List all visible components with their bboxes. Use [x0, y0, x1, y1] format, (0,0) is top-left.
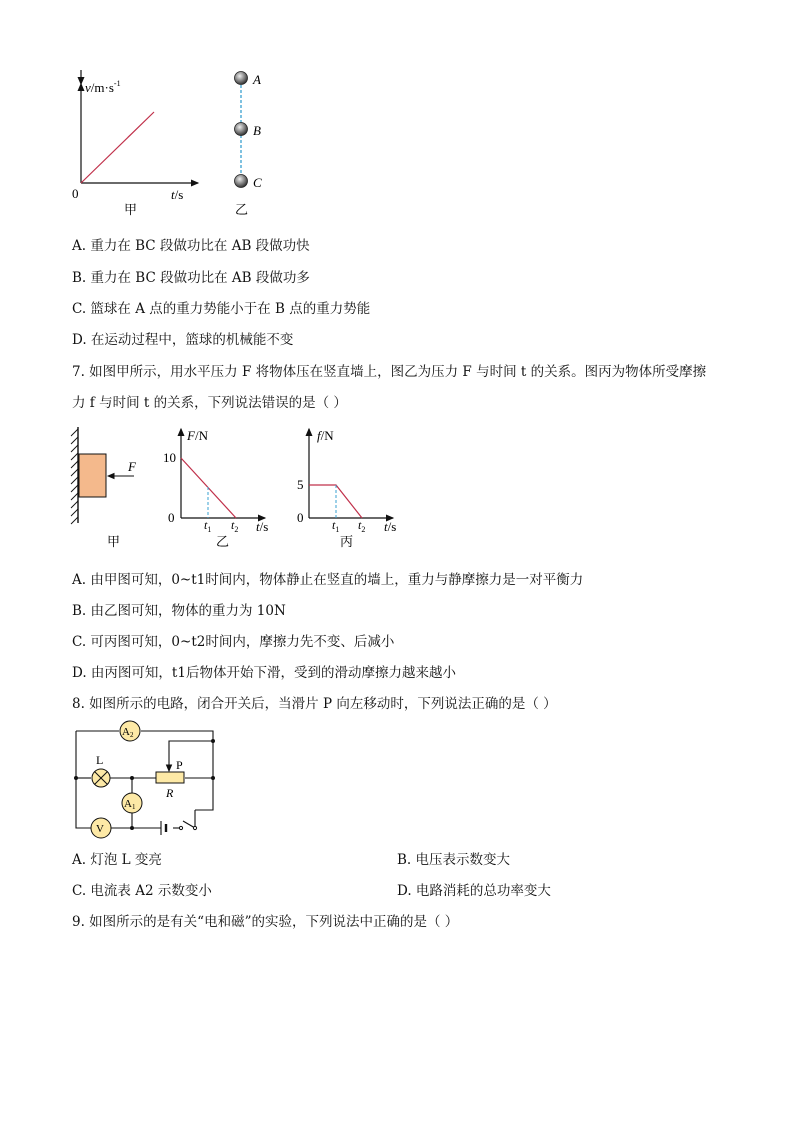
q7-option-c: C. 可丙图可知，0~t2时间内，摩擦力先不变、后减小 — [72, 634, 395, 650]
voltmeter-label: V — [96, 823, 104, 835]
y-axis-label: F/N — [187, 428, 208, 443]
rheostat — [156, 772, 184, 783]
switch-contact-2 — [179, 826, 182, 829]
velocity-line — [81, 112, 154, 183]
x-tick-t1: $t_1$ — [332, 518, 340, 534]
q7-option-a: A. 由甲图可知，0~t1时间内，物体静止在竖直的墙上，重力与静摩擦力是一对平衡力 — [72, 572, 584, 588]
figure-caption-yi: 乙 — [216, 534, 230, 549]
q6-option-a: A. 重力在 BC 段做功比在 AB 段做功快 — [72, 238, 310, 254]
origin-label: 0 — [72, 186, 79, 201]
point-label-c: C — [253, 175, 262, 190]
figure-caption-yi: 乙 — [235, 202, 249, 217]
y-tick-5: 5 — [297, 477, 304, 492]
ammeter-a1-label: A1 — [124, 798, 136, 811]
point-label-b: B — [253, 123, 261, 138]
figure-caption-jia: 甲 — [124, 202, 138, 217]
y-axis-label: $v/m\cdot s^{-1}$ — [85, 79, 121, 95]
ball-a — [235, 72, 248, 85]
q8-option-a: A. 灯泡 L 变亮 — [72, 852, 162, 868]
origin-label: 0 — [168, 510, 175, 525]
q7-friction-time-graph — [288, 425, 408, 553]
q7-stem-line-1: 7. 如图甲所示，用水平压力 F 将物体压在竖直墙上，图乙为压力 F 与时间 t 的关系。图丙为物体所受摩擦 — [72, 364, 707, 380]
point-label-a: A — [253, 72, 261, 87]
ball-c — [235, 175, 248, 188]
ball-b — [235, 123, 248, 136]
ammeter-a2-label: A2 — [122, 726, 134, 739]
q8-option-d: D. 电路消耗的总功率变大 — [397, 883, 551, 899]
figure-caption-jia: 甲 — [107, 534, 121, 549]
q6-velocity-time-graph — [60, 70, 210, 220]
wall-hatching — [71, 429, 78, 524]
q6-option-c: C. 篮球在 A 点的重力势能小于在 B 点的重力势能 — [72, 301, 371, 317]
block — [79, 454, 106, 497]
q7-option-b: B. 由乙图可知，物体的重力为 10N — [72, 603, 286, 619]
y-tick-10: 10 — [163, 450, 176, 465]
q7-force-time-graph — [160, 425, 280, 553]
force-label: F — [128, 459, 136, 474]
q9-stem: 9. 如图所示的是有关“电和磁”的实验，下列说法中正确的是（ ） — [72, 914, 459, 930]
switch-contact — [193, 826, 196, 829]
q7-wall-block-figure — [66, 425, 146, 553]
q6-falling-ball-figure — [228, 68, 288, 220]
x-tick-t1: $t_1$ — [204, 518, 212, 534]
x-axis-label: t/s — [384, 519, 397, 534]
y-axis-label: f/N — [317, 428, 334, 443]
x-tick-t2: $t_2$ — [231, 518, 239, 534]
q6-option-b: B. 重力在 BC 段做功比在 AB 段做功多 — [72, 270, 310, 286]
x-tick-t2: $t_2$ — [358, 518, 366, 534]
x-axis-label: t/s — [256, 519, 269, 534]
q8-option-c: C. 电流表 A2 示数变小 — [72, 883, 212, 899]
q8-option-b: B. 电压表示数变大 — [397, 852, 511, 868]
q7-option-d: D. 由丙图可知，t1后物体开始下滑，受到的滑动摩擦力越来越小 — [72, 665, 456, 681]
q7-stem-line-2: 力 f 与时间 t 的关系，下列说法错误的是（ ） — [72, 395, 347, 411]
figure-caption-bing: 丙 — [340, 534, 354, 549]
q6-option-d: D. 在运动过程中，篮球的机械能不变 — [72, 332, 294, 348]
battery — [161, 821, 166, 835]
rheostat-label: R — [166, 786, 174, 800]
x-axis-label: t/s — [171, 187, 184, 202]
q8-stem: 8. 如图所示的电路，闭合开关后，当滑片 P 向左移动时，下列说法正确的是（ ） — [72, 696, 557, 712]
q8-circuit-diagram — [68, 718, 228, 843]
slider-label: P — [176, 758, 183, 772]
origin-label: 0 — [297, 510, 304, 525]
lamp-label: L — [96, 753, 104, 767]
